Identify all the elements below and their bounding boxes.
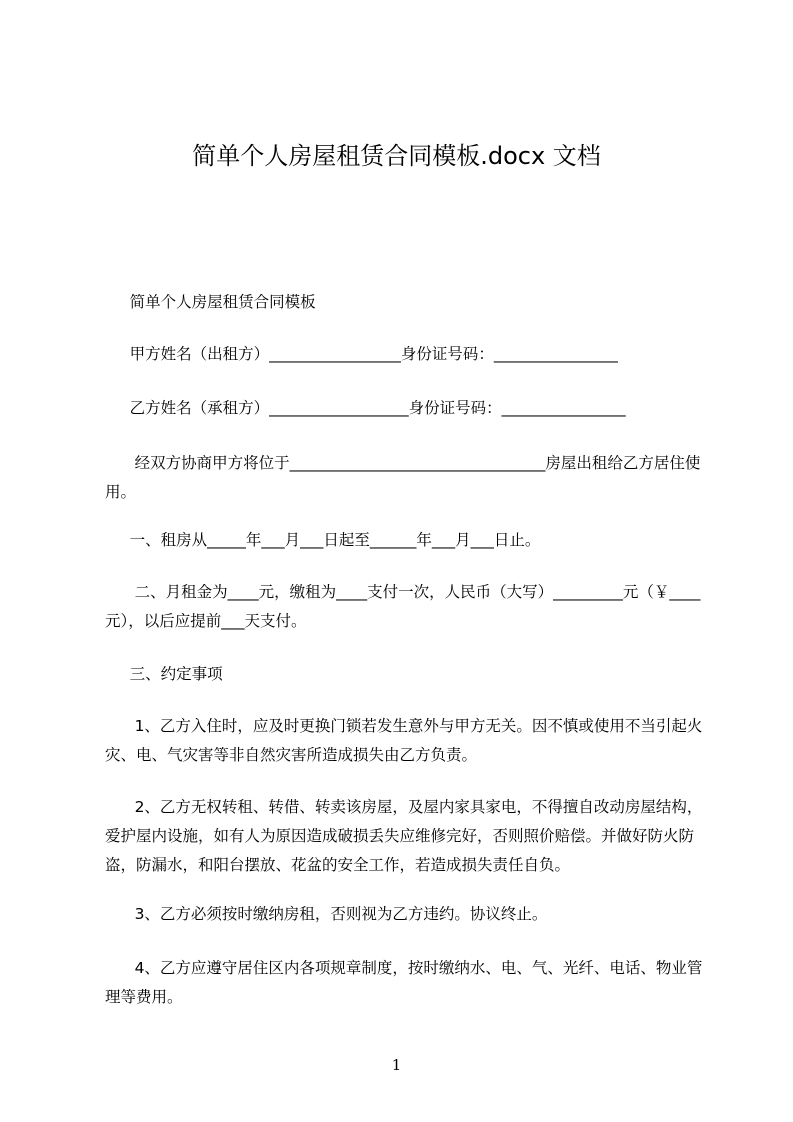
lessor-line: 甲方姓名（出租方）_________________身份证号码：________________ <box>105 345 618 363</box>
term-item-2: 2、乙方无权转租、转借、转卖该房屋，及屋内家具家电，不得擅自改动房屋结构， 爱护屋内设施，如有人为原因造成破损丢失应维修完好，否则照价赔偿。并做好防火防盗，防漏水，和阳台摆放、花盆的安全工作，若造成损失责任自负。 <box>105 798 708 874</box>
section-rental-period: 一、租房从_____年___月___日起至______年___月___日止。 <box>105 531 541 549</box>
contract-heading: 简单个人房屋租赁合同模板 <box>105 293 316 311</box>
page-number: 1 <box>391 1056 402 1074</box>
term-item-4: 4、乙方应遵守居住区内各项规章制度，按时缴纳水、电、气、光纤、电话、物业管理等费用。 <box>105 959 703 1006</box>
document-title: 简单个人房屋租赁合同模板.docx 文档 <box>192 142 601 170</box>
section-rent-amount: 二、月租金为____元，缴租为____支付一次，人民币（大写）_________元（￥____元），以后应提前___天支付。 <box>105 583 701 630</box>
term-item-3: 3、乙方必须按时缴纳房租，否则视为乙方违约。协议终止。 <box>105 905 548 923</box>
agreement-intro: 经双方协商甲方将位于_________________________________房屋出租给乙方居住使用。 <box>105 454 701 501</box>
lessee-line: 乙方姓名（承租方）__________________身份证号码：________________ <box>105 399 626 417</box>
term-item-1: 1、乙方入住时，应及时更换门锁若发生意外与甲方无关。因不慎或使用不当引起火灾、电、气灾害等非自然灾害所造成损失由乙方负责。 <box>105 717 703 764</box>
section-agreed-terms: 三、约定事项 <box>105 665 223 683</box>
